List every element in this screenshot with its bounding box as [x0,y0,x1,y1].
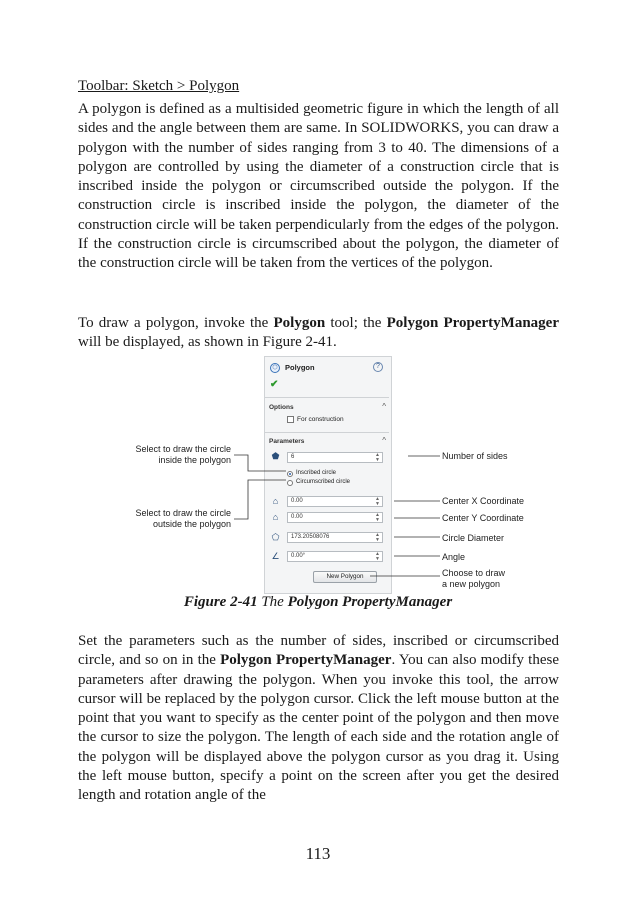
callout-line: Select to draw the circle [135,508,231,518]
text-run: . You can also modify these parameters after drawing the polygon. When you invoke this tool, the arrow cursor will be replaced by the polygon cursor. Click the left mouse button at the point that you want to specify as the center point of the polygon and then move the cursor to size the polygon. The length of each side and the rotation angle of the polygon will be displayed above the polygon cursor as you drag it. Using the left mouse button, specify a point on the screen after you get the desired length and rotation angle of the [78,652,559,804]
center-x-icon: ⌂ [272,496,279,506]
callout-inscribed [135,444,231,465]
figure-polygon-propertymanager [118,356,558,592]
figure-caption [0,594,636,611]
callout-circumscribed [135,508,231,529]
callout-number-of-sides: Number of sides [442,451,508,461]
parameters-paragraph [78,632,559,806]
field-value: 0.00 [291,498,303,504]
for-construction-label: For construction [297,416,344,423]
collapse-caret-icon[interactable]: ^ [382,436,386,445]
field-value: 6 [291,454,295,460]
callout-line: inside the polygon [158,454,231,465]
spin-arrows-icon[interactable]: ▲ ▼ [375,452,380,463]
ok-check-icon[interactable]: ✔ [270,379,279,390]
callout-line: Choose to draw [442,568,506,578]
diameter-icon: ⬠ [271,532,280,542]
text-run: will be displayed, as shown in Figure 2-41. [78,334,337,351]
collapse-caret-icon[interactable]: ^ [382,402,386,411]
callout-angle: Angle [442,552,466,562]
caption-title: Polygon PropertyManager [287,594,453,610]
callout-center-x: Center X Coordinate [442,496,525,506]
text-run: Set the parameters such as the number of sides, inscribed or circumscribed circle, and so on in the [78,633,559,669]
field-value: 0.00° [291,553,306,559]
help-icon[interactable]: ? [373,362,383,372]
polygon-tool-icon: ⬡ [270,363,280,373]
caption-text: The [257,594,288,610]
invoke-paragraph [78,314,559,353]
inscribed-circle-label: Inscribed circle [296,470,337,476]
circumscribed-circle-label: Circumscribed circle [296,479,351,485]
page-number: 113 [305,844,331,863]
sides-icon: ⬟ [271,451,280,461]
callout-leader-lines [118,356,558,592]
intro-paragraph: A polygon is defined as a multisided geometric figure in which the length of all sides and the angle between them are same. In SOLIDWORKS, you can draw a polygon with the number of sides ranging from 3 to 40. The dimensions of a polygon are controlled by using the diameter of a construction circle that is inscribed inside the polygon or circumscribed outside the polygon. If the construction circle is inscribed inside the polygon, the diameter of the construction circle will be taken perpendicularly from the edges of the polygon. If the construction circle is circumscribed about the polygon, the diameter of the construction circle will be taken from the vertices of the polygon. [78,101,559,272]
callout-line: outside the polygon [152,518,231,529]
callout-line: Select to draw the circle [135,444,231,454]
new-polygon-button[interactable]: New Polygon [313,571,377,583]
text-run: tool; the [325,315,387,331]
field-value: 173.20508076 [291,534,330,540]
panel-title: Polygon [285,363,315,372]
spin-arrows-icon[interactable]: ▲ ▼ [375,532,380,543]
bold-run: Polygon PropertyManager [220,652,392,669]
callout-new-polygon [442,568,505,589]
bold-run: Polygon PropertyManager [386,315,559,331]
angle-icon: ∠ [271,551,280,561]
leader-inscribed [234,455,286,471]
toolbar-path: Toolbar: Sketch > Polygon [78,78,240,94]
leader-circumscribed [234,480,286,519]
spin-arrows-icon[interactable]: ▲ ▼ [375,512,380,523]
parameters-section-label: Parameters [269,438,305,445]
caption-number: Figure 2-41 [183,594,258,610]
text-run: To draw a polygon, invoke the [78,315,274,331]
callout-line: a new polygon [442,578,501,589]
spin-arrows-icon[interactable]: ▲ ▼ [375,551,380,562]
callout-circle-diameter: Circle Diameter [442,533,505,543]
center-y-icon: ⌂ [272,512,279,522]
field-value: 0.00 [291,514,303,520]
spin-arrows-icon[interactable]: ▲ ▼ [375,496,380,507]
callout-center-y: Center Y Coordinate [442,513,524,523]
options-section-label: Options [269,404,294,411]
bold-run: Polygon [273,315,326,331]
